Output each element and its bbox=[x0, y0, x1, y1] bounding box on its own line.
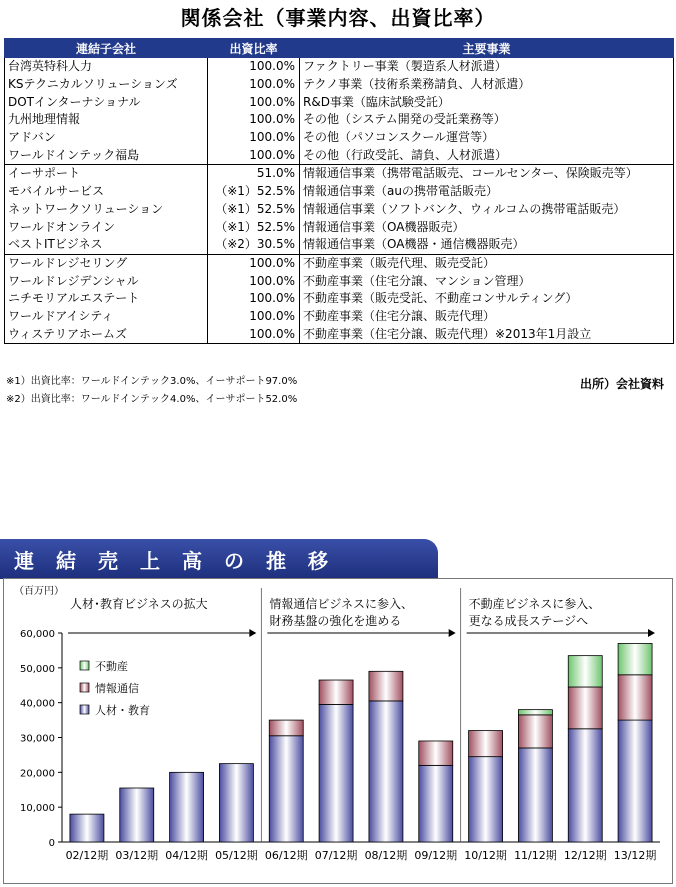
company-cell: ワールドレジデンシャル bbox=[5, 272, 208, 290]
y-tick-label: 30,000 bbox=[20, 733, 55, 745]
bar-segment bbox=[518, 715, 552, 748]
ownership-cell: 100.0% bbox=[208, 325, 300, 343]
table-row bbox=[5, 111, 674, 129]
x-tick-label: 02/12期 bbox=[65, 849, 109, 862]
table-row bbox=[5, 290, 674, 308]
bar-segment bbox=[369, 671, 403, 701]
x-tick-label: 06/12期 bbox=[264, 849, 308, 862]
company-cell: アドバン bbox=[5, 129, 208, 147]
ownership-cell: 100.0% bbox=[208, 129, 300, 147]
x-tick-label: 12/12期 bbox=[563, 849, 607, 862]
company-cell: ワールドアイシティ bbox=[5, 308, 208, 326]
bar-segment bbox=[269, 720, 303, 736]
bar-segment bbox=[518, 710, 552, 715]
y-tick-label: 10,000 bbox=[20, 803, 55, 815]
bar-segment bbox=[568, 687, 602, 729]
col-header-business: 主要事業 bbox=[300, 39, 674, 58]
bar-segment bbox=[568, 729, 602, 842]
subsidiaries-table-body bbox=[5, 58, 674, 344]
y-tick-label: 60,000 bbox=[20, 629, 55, 640]
company-cell: モバイルサービス bbox=[5, 183, 208, 201]
x-tick-label: 07/12期 bbox=[314, 849, 358, 862]
x-tick-label: 03/12期 bbox=[115, 849, 159, 862]
ownership-cell: （※1）52.5% bbox=[208, 183, 300, 201]
company-cell: ワールドオンライン bbox=[5, 218, 208, 236]
table-row bbox=[5, 76, 674, 94]
bar-segment bbox=[419, 741, 453, 765]
bar-segment bbox=[319, 704, 353, 842]
business-cell: テクノ事業（技術系業務請負、人材派遣） bbox=[303, 77, 531, 92]
y-tick-label: 40,000 bbox=[20, 698, 55, 710]
business-cell: 不動産事業（住宅分譲、販売代理） bbox=[303, 308, 496, 323]
table-row bbox=[5, 272, 674, 290]
bar-segment bbox=[70, 814, 104, 842]
table-row bbox=[5, 218, 674, 236]
business-cell: 情報通信事業（ソフトバンク、ウィルコムの携帯電話販売） bbox=[303, 201, 626, 216]
phase-arrow-head bbox=[449, 629, 456, 637]
bar-segment bbox=[469, 731, 503, 757]
bar-segment bbox=[269, 736, 303, 842]
table-row bbox=[5, 325, 674, 343]
table-row bbox=[5, 93, 674, 111]
legend-label: 人材・教育 bbox=[95, 704, 150, 717]
legend-label: 情報通信 bbox=[95, 682, 139, 695]
legend-label: 不動産 bbox=[95, 660, 128, 673]
x-tick-label: 10/12期 bbox=[464, 849, 507, 862]
legend-swatch bbox=[80, 705, 89, 714]
company-cell: ワールドインテック福島 bbox=[5, 146, 208, 164]
company-cell: DOTインターナショナル bbox=[5, 93, 208, 111]
legend-swatch bbox=[80, 683, 89, 692]
business-cell: 情報通信事業（携帯電話販売、コールセンター、保険販売等） bbox=[300, 165, 674, 183]
x-tick-label: 09/12期 bbox=[414, 849, 458, 862]
company-cell: ウィステリアホームズ bbox=[5, 325, 208, 343]
business-cell: 不動産事業（販売代理、販売受託） bbox=[300, 254, 674, 272]
x-tick-label: 04/12期 bbox=[165, 849, 208, 862]
ownership-cell: 51.0% bbox=[208, 165, 300, 183]
company-cell: イーサポート bbox=[5, 165, 208, 183]
company-cell: KSテクニカルソリューションズ bbox=[5, 76, 208, 94]
x-tick-label: 11/12期 bbox=[514, 849, 557, 862]
footnote-2: ※2）出資比率：ワールドインテック4.0%、イーサポート52.0% bbox=[6, 394, 298, 405]
ownership-cell: 100.0% bbox=[208, 308, 300, 326]
x-tick-label: 05/12期 bbox=[215, 849, 258, 862]
business-cell: その他（システム開発の受託業務等） bbox=[303, 112, 506, 127]
page-title: 関係会社（事業内容、出資比率） bbox=[180, 6, 496, 30]
y-tick-label: 20,000 bbox=[20, 768, 55, 780]
business-cell: その他（パソコンスクール運営等） bbox=[303, 130, 495, 145]
phase-annotation: 更なる成長ステージへ bbox=[468, 614, 589, 628]
business-cell: R&D事業（臨床試験受託） bbox=[303, 94, 450, 109]
bar-segment bbox=[319, 680, 353, 704]
company-cell: ベストITビジネス bbox=[5, 236, 208, 254]
ownership-cell: 100.0% bbox=[208, 58, 300, 76]
company-cell: 台湾英特科人力 bbox=[5, 58, 208, 76]
ownership-cell: 100.0% bbox=[208, 93, 300, 111]
business-cell: 情報通信事業（auの携帯電話販売） bbox=[303, 184, 498, 199]
table-row bbox=[5, 129, 674, 147]
business-cell: 情報通信事業（OA機器・通信機器販売） bbox=[303, 237, 525, 252]
company-cell: ワールドレジセリング bbox=[5, 254, 208, 272]
footnote-1: ※1）出資比率：ワールドインテック3.0%、イーサポート97.0% bbox=[6, 376, 298, 387]
ownership-cell: （※1）52.5% bbox=[208, 218, 300, 236]
table-row bbox=[5, 236, 674, 254]
business-cell: 不動産事業（販売受託、不動産コンサルティング） bbox=[303, 291, 578, 306]
table-row bbox=[5, 146, 674, 164]
chart-banner bbox=[0, 539, 438, 579]
bar-segment bbox=[419, 765, 453, 842]
banner-title: 連結売上高の推移 bbox=[14, 549, 350, 573]
y-unit-label: （百万円） bbox=[14, 586, 64, 597]
table-row bbox=[5, 201, 674, 219]
bar-segment bbox=[568, 656, 602, 687]
ownership-cell: 100.0% bbox=[208, 146, 300, 164]
ownership-cell: 100.0% bbox=[208, 254, 300, 272]
table-row bbox=[5, 58, 674, 76]
ownership-cell: 100.0% bbox=[208, 272, 300, 290]
phase-arrow-head bbox=[249, 629, 256, 637]
company-cell: ネットワークソリューション bbox=[5, 201, 208, 219]
x-tick-label: 08/12期 bbox=[364, 849, 408, 862]
bar-segment bbox=[219, 764, 253, 842]
table-row bbox=[5, 308, 674, 326]
bar-segment bbox=[369, 701, 403, 842]
phase-annotation: 人材･教育ビジネスの拡大 bbox=[70, 597, 208, 611]
table-row bbox=[5, 183, 674, 201]
bar-segment bbox=[618, 675, 652, 720]
col-header-ownership: 出資比率 bbox=[208, 39, 300, 58]
x-tick-label: 13/12期 bbox=[613, 849, 657, 862]
table-row bbox=[5, 254, 674, 272]
col-header-company: 連結子会社 bbox=[5, 39, 208, 58]
sales-chart bbox=[0, 578, 676, 887]
bar-segment bbox=[120, 788, 154, 842]
table-row bbox=[5, 165, 674, 183]
business-cell: 不動産事業（住宅分譲、販売代理）※2013年1月設立 bbox=[303, 326, 592, 341]
phase-annotation: 財務基盤の強化を進める bbox=[269, 614, 402, 628]
ownership-cell: 100.0% bbox=[208, 76, 300, 94]
company-cell: 九州地理情報 bbox=[5, 111, 208, 129]
bar-segment bbox=[469, 757, 503, 842]
business-cell: 情報通信事業（OA機器販売） bbox=[303, 219, 465, 234]
bar-segment bbox=[618, 720, 652, 842]
company-cell: ニチモリアルエステート bbox=[5, 290, 208, 308]
ownership-cell: （※1）52.5% bbox=[208, 201, 300, 219]
phase-arrow-head bbox=[648, 629, 655, 637]
bar-segment bbox=[518, 748, 552, 842]
ownership-cell: 100.0% bbox=[208, 111, 300, 129]
phase-annotation: 不動産ビジネスに参入、 bbox=[468, 597, 601, 611]
phase-annotation: 情報通信ビジネスに参入、 bbox=[269, 597, 413, 611]
legend-swatch bbox=[80, 661, 89, 670]
y-tick-label: 0 bbox=[48, 838, 55, 849]
ownership-cell: （※2）30.5% bbox=[208, 236, 300, 254]
subsidiaries-table bbox=[4, 38, 674, 344]
y-tick-label: 50,000 bbox=[20, 663, 55, 675]
ownership-cell: 100.0% bbox=[208, 290, 300, 308]
bar-segment bbox=[170, 772, 204, 842]
bar-segment bbox=[618, 643, 652, 674]
business-cell: ファクトリー事業（製造系人材派遣） bbox=[303, 59, 507, 74]
source-note: 出所）会社資料 bbox=[579, 377, 664, 391]
business-cell: その他（行政受託、請負、人材派遣） bbox=[303, 147, 508, 162]
business-cell: 不動産事業（住宅分譲、マンション管理） bbox=[303, 273, 531, 288]
